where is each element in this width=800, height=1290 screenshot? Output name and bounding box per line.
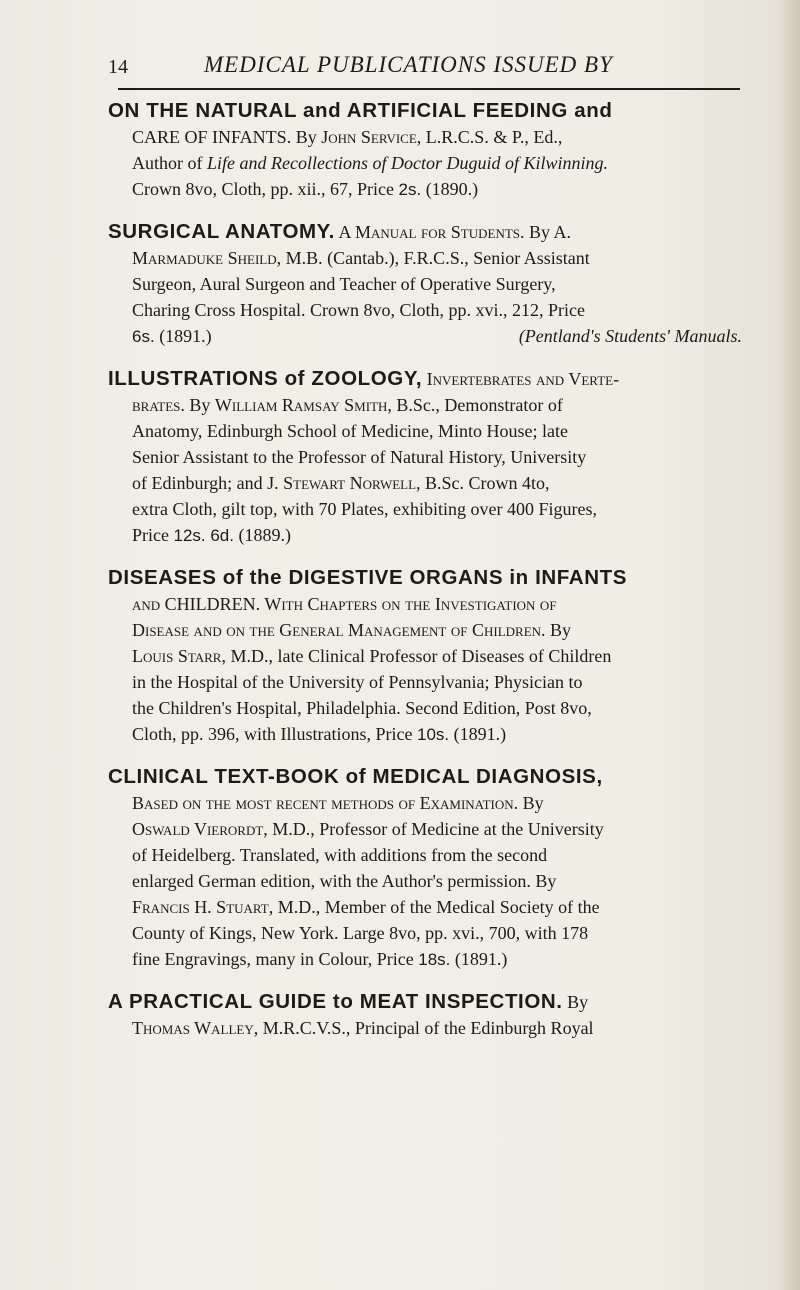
entry-author: Francis H. Stuart — [132, 897, 269, 917]
entry-price: 12s. 6d. — [173, 526, 234, 545]
entry-author: Oswald Vierordt — [132, 819, 264, 839]
entry-author: Marmaduke Sheild — [132, 248, 277, 268]
by-text: By — [291, 127, 322, 147]
entry-line — [108, 643, 742, 669]
page-header — [108, 52, 748, 84]
publication-entry — [108, 565, 742, 748]
author-credentials: , L.R.C.S. & P., Ed., — [416, 127, 563, 147]
entry-line — [108, 392, 742, 418]
entry-price: 18s. — [418, 950, 451, 969]
by-text: By — [184, 395, 215, 415]
entry-line: Senior Assistant to the Professor of Natural History, University — [132, 447, 587, 467]
header-rule — [118, 88, 740, 90]
entry-line — [108, 617, 742, 643]
entry-line — [108, 150, 742, 176]
entry-text: Crown 8vo, Cloth, pp. xii., 67, Price — [132, 179, 399, 199]
entry-line: Surgeon, Aural Surgeon and Teacher of Operative Surgery, — [132, 274, 556, 294]
entry-text: and — [132, 594, 161, 614]
entry-line: extra Cloth, gilt top, with 70 Plates, exhibiting over 400 Figures, — [132, 499, 597, 519]
entry-line: County of Kings, New York. Large 8vo, pp. xvi., 700, with 178 — [132, 923, 589, 943]
page-edge-shadow — [778, 0, 800, 1290]
entry-line — [108, 245, 742, 271]
entry-title: ON THE NATURAL and ARTIFICIAL FEEDING and — [108, 99, 613, 122]
entry-subtitle: A Manual for Students. — [334, 222, 525, 242]
entry-title: SURGICAL ANATOMY. — [108, 220, 335, 243]
entry-line — [108, 323, 742, 350]
page-number: 14 — [108, 56, 128, 78]
entry-text: Cloth, pp. 396, with Illustrations, Price — [132, 724, 417, 744]
entry-line — [108, 816, 742, 842]
entry-line — [108, 790, 742, 816]
by-text: By — [545, 620, 572, 640]
entry-year: (1891.) — [450, 949, 508, 969]
entry-subtitle: Invertebrates and Verte- — [422, 369, 620, 389]
entry-price: 2s. — [398, 180, 422, 199]
entry-subtitle-cont: brates. — [132, 395, 185, 415]
author-credentials: , B.Sc., Demonstrator of — [387, 395, 563, 415]
publication-entry — [108, 98, 742, 203]
author-credentials: , M.R.C.V.S., Principal of the Edinburgh Royal — [253, 1018, 594, 1038]
entry-line — [108, 894, 742, 920]
entry-line — [108, 721, 742, 748]
entry-year: (1889.) — [233, 525, 291, 545]
series-name: (Pentland's Students' Manuals. — [518, 326, 742, 346]
entry-title: ILLUSTRATIONS of ZOOLOGY, — [108, 367, 423, 390]
entry-line — [108, 124, 742, 150]
entry-subtitle: CARE OF INFANTS. — [132, 127, 292, 147]
entry-title: CLINICAL TEXT-BOOK of MEDICAL DIAGNOSIS, — [108, 765, 603, 788]
entry-title: DISEASES of the DIGESTIVE ORGANS in INFANTS — [108, 566, 627, 589]
by-text: By A. — [524, 222, 572, 242]
entry-text: Price — [132, 525, 174, 545]
publication-entry — [108, 366, 742, 549]
entry-author: John Service — [321, 127, 417, 147]
by-text: By — [562, 992, 589, 1012]
author-credentials: , M.B. (Cantab.), F.R.C.S., Senior Assistant — [276, 248, 590, 268]
running-title: MEDICAL PUBLICATIONS ISSUED BY — [204, 52, 613, 77]
entry-title: A PRACTICAL GUIDE to MEAT INSPECTION. — [108, 990, 563, 1013]
entry-line: enlarged German edition, with the Author's permission. By — [132, 871, 557, 891]
entry-line — [108, 176, 742, 203]
entry-year: (1891.) — [154, 326, 212, 346]
publication-list — [108, 98, 742, 1057]
entry-year: (1890.) — [421, 179, 479, 199]
entry-line: the Children's Hospital, Philadelphia. Second Edition, Post 8vo, — [132, 698, 592, 718]
author-credentials: , M.D., Professor of Medicine at the University — [263, 819, 604, 839]
entry-text: of Edinburgh; and J. — [132, 473, 284, 493]
entry-author: Stewart Norwell — [283, 473, 417, 493]
entry-author: Louis Starr — [132, 646, 222, 666]
entry-text: , B.Sc. Crown 4to, — [416, 473, 550, 493]
publication-entry — [108, 989, 742, 1041]
entry-subtitle-cont: With Chapters on the Investigation of — [260, 594, 557, 614]
entry-subtitle: CHILDREN. — [160, 594, 261, 614]
entry-line — [108, 522, 742, 549]
entry-subtitle: Based on the most recent methods of Examination. — [132, 793, 519, 813]
entry-line — [108, 470, 742, 496]
entry-line: of Heidelberg. Translated, with additions from the second — [132, 845, 548, 865]
entry-line — [108, 946, 742, 973]
author-credentials: , M.D., late Clinical Professor of Diseases of Children — [221, 646, 612, 666]
entry-subtitle-cont: Disease and on the General Management of Children. — [132, 620, 546, 640]
publication-entry — [108, 764, 742, 973]
publication-entry — [108, 219, 742, 350]
entry-text: fine Engravings, many in Colour, Price — [132, 949, 419, 969]
entry-line: Anatomy, Edinburgh School of Medicine, Minto House; late — [132, 421, 568, 441]
by-text: By — [518, 793, 544, 813]
entry-line — [108, 1015, 742, 1041]
entry-text: Author of — [132, 153, 207, 173]
entry-price: 10s. — [417, 725, 450, 744]
author-credentials: , M.D., Member of the Medical Society of the — [268, 897, 600, 917]
entry-line — [108, 591, 742, 617]
entry-year: (1891.) — [449, 724, 507, 744]
entry-price: 6s. — [132, 327, 155, 346]
entry-author: Thomas Walley — [132, 1018, 254, 1038]
entry-line: Charing Cross Hospital. Crown 8vo, Cloth, pp. xvi., 212, Price — [132, 300, 585, 320]
related-work: Life and Recollections of Doctor Duguid of Kilwinning. — [207, 153, 608, 173]
entry-line: in the Hospital of the University of Pennsylvania; Physician to — [132, 672, 583, 692]
entry-author: William Ramsay Smith — [214, 395, 388, 415]
